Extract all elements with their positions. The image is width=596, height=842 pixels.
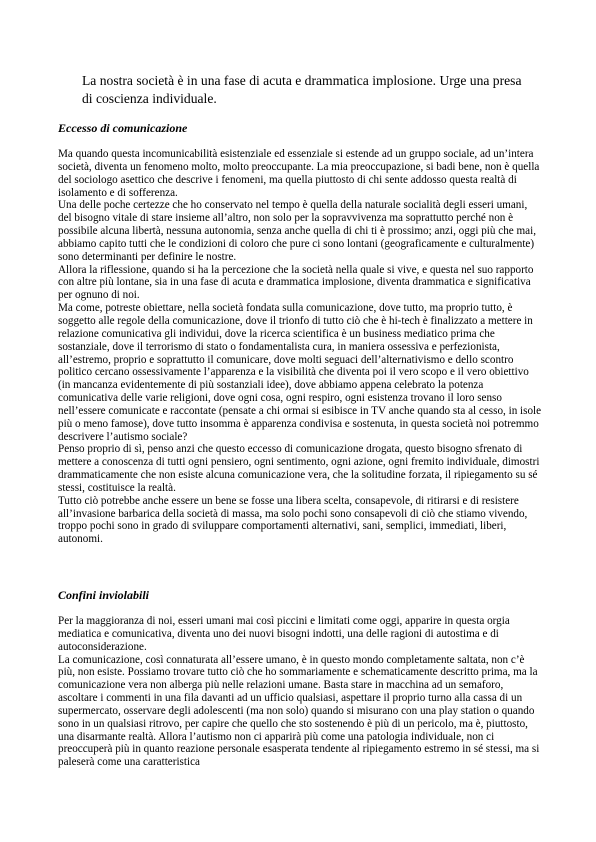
section-heading: Confini inviolabili xyxy=(58,588,150,602)
paragraph: Tutto ciò potrebbe anche essere un bene se fosse una libera scelta, consapevole, di ritirarsi e di resistere all’invasione barbarica della società di massa, ma solo pochi sono consapevoli di ciò che stiamo vivendo, troppo pochi sono in grado di sviluppare comportamenti alternativi, sani, semplici, immediati, liberi, autonomi. xyxy=(58,494,528,546)
section-heading: Eccesso di comunicazione xyxy=(58,121,188,135)
section-body xyxy=(58,148,542,546)
paragraph: Per la maggioranza di noi, esseri umani mai così piccini e limitati come oggi, apparire in questa orgia mediatica e comunicativa, diventa uno dei nuovi bisogni indotti, una delle ragioni di autostima e di autoconsiderazione. xyxy=(58,615,510,653)
paragraph: La comunicazione, così connaturata all’essere umano, è in questo mondo completamente saltata, non c’è più, non esiste. Possiamo trovare tutto ciò che ho sommariamente e schematicamente descritto prima, ma la comunicazione vera non alberga più nelle relazioni umane. Basta stare in macchina ad un semaforo, ascoltare i commenti in una fila davanti ad un ufficio qualsiasi, aspettare il proprio turno alla cassa di un supermercato, osservare degli adolescenti (ma non solo) quando si misurano con una play station o quando sono in un qualsiasi ritrovo, per capire che quello che sto sostenendo è più di un pericolo, ma è, piuttosto, una disarmante realtà. Allora l’autismo non ci apparirà più come una patologia individuale, non ci preoccuperà più in quanto reazione personale esasperata tendente al ripiegamento estremo in sé stessi, ma si paleserà come una caratteristica xyxy=(58,653,540,769)
intro-paragraph: La nostra società è in una fase di acuta e drammatica implosione. Urge una presa di coscienza individuale. xyxy=(82,73,522,106)
paragraph: Penso proprio di sì, penso anzi che questo eccesso di comunicazione drogata, questo bisogno sfrenato di mettere a conoscenza di tutti ogni pensiero, ogni sentimento, ogni azione, ogni fremito individuale, dimostri drammaticamente che non esiste alcuna comunicazione vera, che la solitudine forzata, il ripiegamento su sé stessi, costituisce la realtà. xyxy=(58,443,540,494)
paragraph: Ma quando questa incomunicabilità esistenziale ed essenziale si estende ad un gruppo sociale, ad un’intera società, diventa un fenomeno molto, molto preoccupante. La mia preoccupazione, si badi bene, non è quella del sociologo asettico che descrive i fenomeni, ma quella piuttosto di chi sente addosso questa realtà di isolamento e di sofferenza. xyxy=(58,148,540,199)
section-body xyxy=(58,615,542,769)
paragraph: Ma come, potreste obiettare, nella società fondata sulla comunicazione, dove tutto, ma proprio tutto, è soggetto alle regole della comunicazione, dove il trionfo di tutto ciò che è hi-tech è finalizzato a mettere in relazione comunicativa gli individui, dove la ricerca scientifica è un business mediatico prima che sostanziale, dove il terrorismo di stato o fondamentalista cura, in maniera ossessiva e perfezionista, all’estremo, proprio e soprattutto il comunicare, dove molti seguaci dell’alternativismo e dello scontro politico cercano ossessivamente l’apparenza e la visibilità che diventa poi il vero scopo e il vero obiettivo (in mancanza evidentemente di più sostanziali idee), dove abbiamo appena celebrato la potenza comunicativa delle varie religioni, dove ogni cosa, ogni respiro, ogni esistenza trovano il loro senso nell’essere comunicate e raccontate (pensate a chi ormai si esibisce in TV anche quando sta al cesso, in isole più o meno famose), dove tutto insomma è apparenza condivisa e sostenuta, in questa società noi potremmo descrivere l’autismo sociale? xyxy=(58,302,542,443)
paragraph: Allora la riflessione, quando si ha la percezione che la società nella quale si vive, e questa nel suo rapporto con altre più lontane, sia in una fase di acuta e drammatica implosione, diventa drammatica e significativa per ognuno di noi. xyxy=(58,263,534,302)
paragraph: Una delle poche certezze che ho conservato nel tempo è quella della naturale socialità degli esseri umani, del bisogno vitale di stare insieme all’altro, non solo per la sopravvivenza ma soprattutto perché non è possibile alcuna libertà, nessuna autonomia, senza anche quella di chi ti è prossimo; anzi, oggi più che mai, abbiamo capito tutti che le condizioni di coloro che pure ci sono lontani (geograficamente e culturalmente) sono determinanti per definire le nostre. xyxy=(58,199,536,263)
